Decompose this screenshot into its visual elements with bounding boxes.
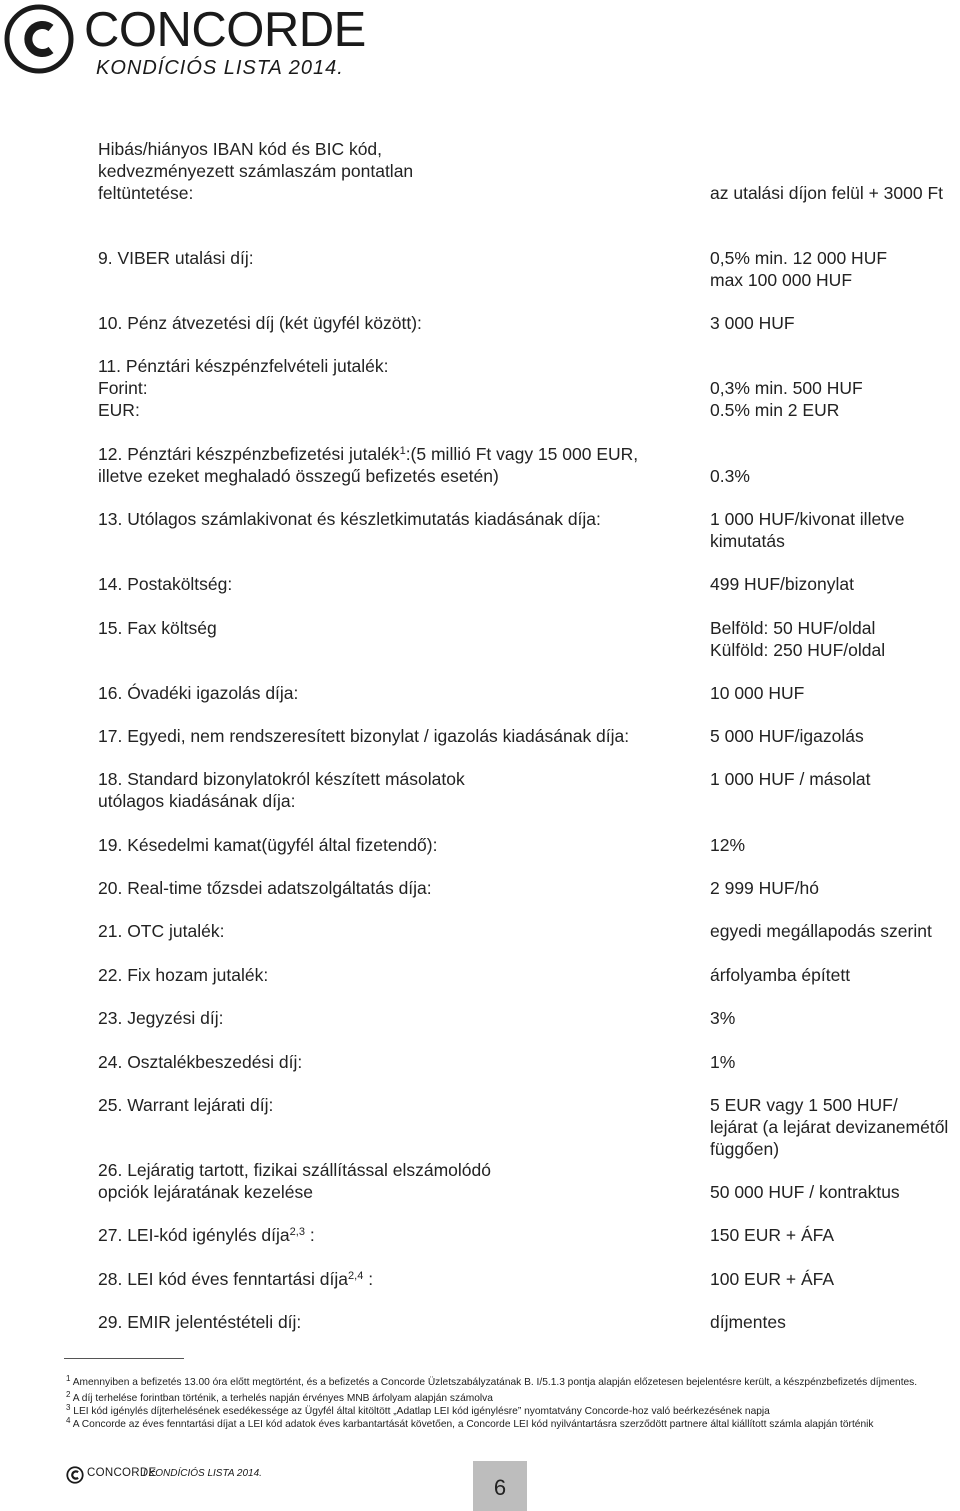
item-11-label: 11. Pénztári készpénzfelvételi jutalék: — [98, 356, 389, 376]
item-29-label: 29. EMIR jelentéstételi díj: — [98, 1312, 302, 1332]
concorde-logo-icon — [4, 4, 74, 74]
item-12-fee: 0.3% — [710, 466, 750, 486]
iban-label-line-2: kedvezményezett számlaszám pontatlan — [98, 161, 414, 181]
iban-label-line-3: feltüntetése: — [98, 183, 194, 203]
item-16-label: 16. Óvadéki igazolás díja: — [98, 683, 299, 703]
item-11-forint-fee: 0,3% min. 500 HUF — [710, 378, 863, 398]
page-number: 6 — [493, 1475, 507, 1500]
item-22-fee: árfolyamba épített — [710, 965, 851, 985]
item-13-label: 13. Utólagos számlakivonat és készletkimutatás kiadásának díja: — [98, 509, 601, 529]
item-27-label: 27. LEI-kód igénylés díja$^{2,3}$ : — [98, 1225, 315, 1245]
footnote-3: $^3$ LEI kód igénylés díjterhelésének esedékessége az Ügyfél által kitöltött „Adatlap LEI kód igénylésre” nyomtatvány Concorde-hoz való beérkezésének napja — [66, 1403, 770, 1417]
item-22-label: 22. Fix hozam jutalék: — [98, 965, 269, 985]
item-20-label: 20. Real-time tőzsdei adatszolgáltatás díja: — [98, 878, 432, 898]
item-16-fee: 10 000 HUF — [710, 683, 805, 703]
item-19-fee: 12% — [710, 835, 746, 855]
item-11-eur-fee: 0.5% min 2 EUR — [710, 400, 840, 420]
iban-fee: az utalási díjon felül + 3000 Ft — [710, 183, 943, 203]
item-11-eur-label: EUR: — [98, 400, 140, 420]
item-18-fee: 1 000 HUF / másolat — [710, 769, 871, 789]
item-19-label: 19. Késedelmi kamat(ügyfél által fizetendő): — [98, 835, 438, 855]
item-9-label: 9. VIBER utalási díj: — [98, 248, 254, 268]
item-28-label: 28. LEI kód éves fenntartási díja$^{2,4}$ : — [98, 1269, 374, 1289]
item-26-fee: 50 000 HUF / kontraktus — [710, 1182, 900, 1202]
footnote-ref-2-4: 2,4 — [348, 1270, 364, 1282]
item-23-label: 23. Jegyzési díj: — [98, 1008, 224, 1028]
item-25-fee-line-2: lejárat (a lejárat devizanemétől — [710, 1117, 949, 1137]
document-subtitle: KONDÍCIÓS LISTA 2014. — [96, 57, 344, 79]
item-13-fee-line-2: kimutatás — [710, 531, 785, 551]
item-17-fee: 5 000 HUF/igazolás — [710, 726, 864, 746]
item-14-fee: 499 HUF/bizonylat — [710, 574, 854, 594]
item-9-fee-line-1: 0,5% min. 12 000 HUF — [710, 248, 888, 268]
item-14-label: 14. Postaköltség: — [98, 574, 233, 594]
item-15-fee-line-2: Külföld: 250 HUF/oldal — [710, 640, 886, 660]
iban-label-line-1: Hibás/hiányos IBAN kód és BIC kód, — [98, 139, 383, 159]
item-10-label: 10. Pénz átvezetési díj (két ügyfél között): — [98, 313, 422, 333]
footnote-2: $^2$ A díj terhelése forintban történik, a terhelés napján érvényes MNB árfolyam alapján számolva — [66, 1390, 493, 1404]
item-21-fee: egyedi megállapodás szerint — [710, 921, 932, 941]
item-23-fee: 3% — [710, 1008, 736, 1028]
item-24-fee: 1% — [710, 1052, 736, 1072]
item-11-forint-label: Forint: — [98, 378, 148, 398]
item-29-fee: díjmentes — [710, 1312, 786, 1332]
footnote-4: $^4$ A Concorde az éves fenntartási díjat a LEI kód adatok éves karbantartását követően, a Concorde LEI kód nyilvántartásra szerződött partnere által kiállított számla alapján történik — [66, 1416, 874, 1430]
item-20-fee: 2 999 HUF/hó — [710, 878, 819, 898]
footer-brand: CONCORDE — [87, 1467, 157, 1479]
item-15-fee-line-1: Belföld: 50 HUF/oldal — [710, 618, 876, 638]
item-21-label: 21. OTC jutalék: — [98, 921, 225, 941]
footnote-ref-2-3: 2,3 — [289, 1226, 305, 1238]
footer-concorde-logo-icon — [66, 1466, 84, 1484]
footnote-1: $^1$ Amennyiben a befizetés 13.00 óra előtt megtörtént, és a befizetés a Concorde Üzletszabályzatának B. I/5.1.3 pontja alapján előzetesen bejelentésre került, a készpénzbefizetés díjmentes. — [66, 1374, 918, 1388]
item-12-label-line-2: illetve ezeket meghaladó összegű befizetés esetén) — [98, 466, 499, 486]
item-26-label-line-1: 26. Lejáratig tartott, fizikai szállítással elszámolódó — [98, 1160, 491, 1180]
item-18-label-line-2: utólagos kiadásának díja: — [98, 791, 296, 811]
item-17-label: 17. Egyedi, nem rendszeresített bizonylat / igazolás kiadásának díja: — [98, 726, 630, 746]
item-9-fee-line-2: max 100 000 HUF — [710, 270, 853, 290]
item-10-fee: 3 000 HUF — [710, 313, 795, 333]
item-13-fee-line-1: 1 000 HUF/kivonat illetve — [710, 509, 905, 529]
item-18-label-line-1: 18. Standard bizonylatokról készített másolatok — [98, 769, 465, 789]
item-25-fee-line-3: függően) — [710, 1139, 780, 1159]
item-25-fee-line-1: 5 EUR vagy 1 500 HUF/ — [710, 1095, 898, 1115]
item-27-fee: 150 EUR + ÁFA — [710, 1225, 835, 1245]
item-15-label: 15. Fax költség — [98, 618, 217, 638]
item-12-label-line-1: 12. Pénztári készpénzbefizetési jutalék$^1$:(5 millió Ft vagy 15 000 EUR, — [98, 444, 639, 464]
item-28-fee: 100 EUR + ÁFA — [710, 1269, 835, 1289]
item-25-label: 25. Warrant lejárati díj: — [98, 1095, 274, 1115]
footnote-divider — [64, 1358, 184, 1359]
footer-subtitle: I KONDÍCIÓS LISTA 2014. — [143, 1468, 262, 1479]
item-24-label: 24. Osztalékbeszedési díj: — [98, 1052, 303, 1072]
item-26-label-line-2: opciók lejáratának kezelése — [98, 1182, 313, 1202]
brand-name: CONCORDE — [84, 3, 366, 57]
footnote-ref-1: 1 — [399, 445, 406, 457]
